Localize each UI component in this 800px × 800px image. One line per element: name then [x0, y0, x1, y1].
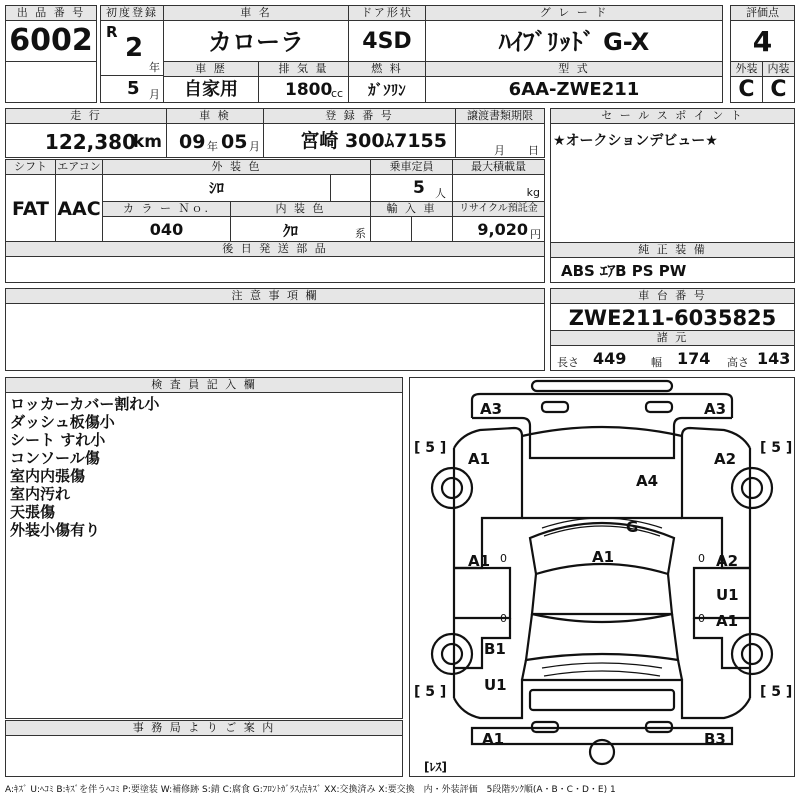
color-number: 040: [102, 216, 231, 242]
damage-mark-a1-front-left: A1: [468, 450, 491, 468]
tire-rear-right: [ 5 ]: [760, 684, 793, 700]
zero-mark: 0: [500, 612, 507, 625]
door-label: ドア形状: [348, 5, 426, 21]
color-number-label: カ ラ ー Ｎｏ.: [102, 201, 231, 217]
exterior-score-label: 外装: [730, 61, 763, 77]
transfer-deadline-label: 譲渡書類期限: [455, 108, 545, 124]
sales-point-box: [550, 123, 795, 243]
fuel: ｶﾞｿﾘﾝ: [348, 76, 426, 103]
inspection-year: 09: [179, 131, 206, 153]
inspector-remark: ロッカーカバー割れ小: [10, 395, 160, 413]
model-code: 6AA-ZWE211: [425, 76, 723, 103]
inspection-month-unit: 月: [249, 140, 260, 153]
aircon: AAC: [55, 174, 103, 242]
tire-front-right: [ 5 ]: [760, 440, 793, 456]
interior-color: ｸﾛ: [283, 222, 299, 240]
displacement-unit: cc: [331, 87, 344, 100]
sales-point-text: ★オークションデビュー★: [553, 133, 718, 149]
inspector-remarks-label: 検 査 員 記 入 欄: [5, 377, 403, 393]
recycle-deposit-unit: 円: [530, 228, 541, 241]
interior-color-unit: 系: [355, 227, 366, 240]
damage-mark-a3-front-left: A3: [480, 400, 503, 418]
max-load-cell: [452, 174, 545, 202]
office-guidance-label: 事 務 局 よ り ご 案 内: [5, 720, 403, 736]
overall-score: 4: [730, 20, 795, 62]
legend: A:ｷｽﾞ U:ﾍｺﾐ B:ｷｽﾞを伴うﾍｺﾐ P:要塗装 W:補修跡 S:錆 C:腐食 G:ﾌﾛﾝﾄｶﾞﾗｽ点ｷｽﾞ XX:交換済み X:要交換 内・外装評価 5段階ﾗﾝｸ順(A・B・C・D・E) 1: [5, 785, 616, 795]
chassis-number: ZWE211-6035825: [550, 303, 795, 331]
capacity-label: 乗車定員: [370, 159, 453, 175]
transfer-month-unit: 月: [494, 144, 505, 157]
shift-label: シフト: [5, 159, 56, 175]
inspector-remark: シート すれ小: [10, 431, 106, 449]
damage-mark-a1-right-rear: A1: [716, 612, 739, 630]
inspector-remark: コンソール傷: [10, 449, 100, 467]
specs-cell: [550, 345, 795, 371]
registration-month: 5: [127, 78, 140, 99]
exterior-score: C: [730, 76, 763, 103]
height-label: 高さ: [727, 356, 749, 369]
office-guidance-box: [5, 735, 403, 777]
inspector-remark: ダッシュ板傷小: [10, 413, 115, 431]
car-name-label: 車 名: [163, 5, 349, 21]
notes-box: [5, 303, 545, 371]
exterior-color-label: 外 装 色: [102, 159, 371, 175]
zero-mark: 0: [698, 552, 705, 565]
import-cell-a: [370, 216, 412, 242]
damage-mark-u1-right: U1: [716, 586, 739, 604]
aircon-label: エアコン: [55, 159, 103, 175]
registration-number: 宮崎 300ﾑ7155: [263, 123, 456, 158]
later-parts-label: 後 日 発 送 部 品: [5, 241, 545, 257]
height: 143: [757, 349, 791, 368]
spare-tire-note: [ﾚｽ]: [424, 760, 447, 774]
transfer-deadline-cell: [455, 123, 545, 158]
inspection-year-unit: 年: [207, 140, 218, 153]
recycle-deposit-cell: [452, 216, 545, 242]
capacity-cell: [370, 174, 453, 202]
recycle-deposit-label: リサイクル預託金: [452, 201, 545, 217]
door-type: 4SD: [348, 20, 426, 62]
sales-point-label: セ ー ル ス ポ イ ン ト: [550, 108, 795, 124]
inspector-remark: 天張傷: [10, 503, 56, 521]
inspection-cell: [166, 123, 264, 158]
fuel-label: 燃 料: [348, 61, 426, 77]
length: 449: [593, 349, 627, 368]
interior-color-cell: [230, 216, 371, 242]
tire-rear-left: [ 5 ]: [414, 684, 447, 700]
recycle-deposit: 9,020: [477, 220, 528, 239]
history-label: 車 歴: [163, 61, 259, 77]
damage-mark-a2-right-door: A2: [716, 552, 739, 570]
registration-number-label: 登 録 番 号: [263, 108, 456, 124]
year-unit: 年: [149, 61, 160, 74]
damage-mark-b1-left: B1: [484, 640, 506, 658]
interior-score-label: 内装: [762, 61, 795, 77]
displacement-label: 排 気 量: [258, 61, 349, 77]
score-label: 評価点: [730, 5, 795, 21]
damage-mark-a1-rear: A1: [482, 730, 505, 748]
inspection-label: 車 検: [166, 108, 264, 124]
damage-mark-g-windshield: G: [626, 518, 639, 536]
zero-mark: 0: [698, 612, 705, 625]
model-label: 型 式: [425, 61, 723, 77]
tire-front-left: [ 5 ]: [414, 440, 447, 456]
import-label: 輸 入 車: [370, 201, 453, 217]
damage-mark-u1-left: U1: [484, 676, 507, 694]
lot-blank: [5, 61, 97, 103]
width-label: 幅: [651, 356, 662, 369]
mileage-unit: km: [132, 132, 162, 152]
mileage-cell: [5, 123, 167, 158]
notes-label: 注 意 事 項 欄: [5, 288, 545, 304]
transfer-day-unit: 日: [528, 144, 539, 157]
damage-mark-a2-front-right: A2: [714, 450, 737, 468]
inspector-remark: 室内汚れ: [10, 485, 71, 503]
first-registration-label: 初度登録: [100, 5, 164, 21]
import-cell-b: [411, 216, 453, 242]
displacement: 1800: [285, 80, 333, 100]
month-unit: 月: [149, 88, 160, 101]
history: 自家用: [163, 76, 259, 103]
damage-mark-a1-roof: A1: [592, 548, 615, 566]
max-load-label: 最大積載量: [452, 159, 545, 175]
damage-diagram: [409, 377, 795, 777]
capacity: 5: [413, 178, 425, 198]
equipment: ABS ｴｱB PS PW: [550, 257, 795, 283]
exterior-color-blank: [330, 174, 371, 202]
chassis-number-label: 車 台 番 号: [550, 288, 795, 304]
max-load-unit: kg: [526, 186, 540, 199]
interior-score: C: [762, 76, 795, 103]
equipment-label: 純 正 装 備: [550, 242, 795, 258]
era: R: [106, 23, 118, 41]
mileage-label: 走 行: [5, 108, 167, 124]
inspector-remarks-box: [5, 392, 403, 719]
lot-number: 6002: [5, 20, 97, 62]
first-registration-month-cell: [100, 75, 164, 103]
specs-label: 諸 元: [550, 330, 795, 346]
width: 174: [677, 349, 711, 368]
inspection-month: 05: [221, 131, 248, 153]
interior-color-label: 内 装 色: [230, 201, 371, 217]
shift: FAT: [5, 174, 56, 242]
damage-mark-a1-left-door: A1: [468, 552, 491, 570]
car-outline: [410, 378, 794, 776]
damage-mark-b3-rear: B3: [704, 730, 726, 748]
zero-mark: 0: [500, 552, 507, 565]
capacity-unit: 人: [435, 187, 446, 200]
car-name: カローラ: [163, 20, 349, 62]
length-label: 長さ: [557, 356, 579, 369]
damage-mark-a4-hood: A4: [636, 472, 659, 490]
exterior-color: ｼﾛ: [102, 174, 331, 202]
grade: ﾊｲﾌﾞﾘｯﾄﾞ G-X: [425, 20, 723, 62]
inspector-remark: 室内内張傷: [10, 467, 86, 485]
displacement-cell: [258, 76, 349, 103]
inspector-remark: 外装小傷有り: [10, 521, 101, 539]
first-registration-year-cell: [100, 20, 164, 76]
grade-label: グ レ ー ド: [425, 5, 723, 21]
later-parts-box: [5, 256, 545, 283]
mileage: 122,380: [44, 130, 136, 154]
damage-mark-a3-front-right: A3: [704, 400, 727, 418]
lot-number-label: 出 品 番 号: [5, 5, 97, 21]
registration-year: 2: [125, 33, 144, 63]
